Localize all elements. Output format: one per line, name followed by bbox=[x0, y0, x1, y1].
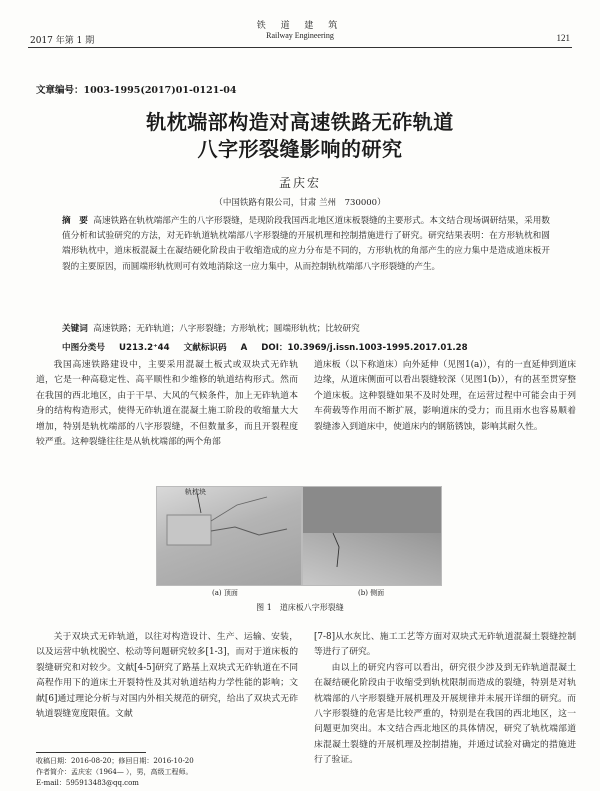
abstract-label: 摘 要 bbox=[62, 216, 88, 226]
sleeper-block-label: 轨枕块 bbox=[185, 488, 206, 496]
doc-code-value: A bbox=[240, 343, 248, 353]
figure-sublabel-b: (b) 侧面 bbox=[358, 589, 385, 597]
figure-photo-a-drawing bbox=[157, 487, 301, 585]
slab-side-face bbox=[303, 487, 441, 533]
body-left-paragraph: 关于双块式无砟轨道，以往对构造设计、生产、运输、安装，以及运营中轨枕脱空、松动等问题研究较多[1-3]，而对于道床板的裂缝研究和对较少。文献[4-5]研究了路基上双块式无砟轨道在不同高程作用下的道床土开裂特性及其对轨道结构力学性能的影响；文献[6]通过理论分析与对国内外相关规范的研究，给出了双块式无砟轨道裂缝宽度限值。文献 bbox=[36, 632, 298, 720]
author: 孟庆宏 bbox=[278, 176, 321, 190]
body-right-paragraph-2: 由以上的研究内容可以看出，研究很少涉及到无砟轨道混凝土在凝结硬化阶段由于收缩受到轨枕限制而造成的裂缝，特别是对轨枕端部的八字形裂缝开展机理及开展规律并未展开详细的研究。而八字形裂缝的危害是比较严重的，特别是在我国的西北地区，这一问题更加突出。本文结合西北地区的具体情况，研究了轨枕端部道床混凝土裂缝的开展机理及控制措施，并通过试验对确定的措施进行了验证。 bbox=[314, 662, 576, 766]
body-right-column bbox=[314, 630, 576, 769]
doc-code-label: 文献标识码 bbox=[183, 343, 227, 353]
keywords-text: 高速铁路；无砟轨道；八字形裂缝；方形轨枕；圆端形轨枕；比较研究 bbox=[93, 324, 360, 334]
footnote-rule bbox=[36, 752, 146, 753]
figure-sublabel-a: (a) 顶面 bbox=[212, 589, 238, 597]
journal-name: 铁 道 建 筑 bbox=[256, 21, 344, 31]
intro-left-paragraph: 我国高速铁路建设中，主要采用混凝土板式或双块式无砟轨道，它是一种高稳定性、高平顺性和少维修的轨道结构形式。然而在我国的西北地区，由于干旱、大风的气候条件，加上无砟轨道本身的结构构造形式，使得无砟轨道在混凝土施工阶段的收缩量大大增加，特别是轨枕端部的八字形裂缝，不但数量多，而且开裂程度较严重。这种裂缝往往是从轨枕端部的两个角部 bbox=[36, 360, 298, 448]
footnote-received: 收稿日期：2016-08-20；修回日期：2016-10-20 bbox=[36, 757, 194, 765]
sleeper-block-shape bbox=[167, 515, 211, 545]
issue-label: 2017 年第 1 期 bbox=[30, 36, 95, 46]
intro-right-column bbox=[314, 358, 576, 435]
page-number: 121 bbox=[556, 33, 570, 43]
keywords bbox=[62, 322, 550, 334]
figure-caption: 图 1 道床板八字形裂缝 bbox=[256, 603, 344, 612]
footnote-email: E-mail：595913483@qq.com bbox=[36, 779, 139, 787]
abstract-text: 高速铁路在轨枕端部产生的八字形裂缝，是现阶段我国西北地区道床板裂缝的主要形式。本文结合现场调研结果，采用数值分析和试验研究的方法，对无砟轨道轨枕端部八字形裂缝的开展机理和控制措施进行了研究。研究结果表明：在方形轨枕和圆端形轨枕中，道床板混凝土在凝结硬化阶段由于收缩造成的应力分布是不同的，方形轨枕的角部产生的应力集中是造成道床板开裂的主要原因，而圆端形轨枕则可有效地消除这一应力集中，从而控制轨枕端部八字形裂缝的产生。 bbox=[62, 216, 550, 272]
figure-photo-a bbox=[156, 486, 302, 586]
affiliation: （中国铁路有限公司，甘肃 兰州 730000） bbox=[214, 198, 386, 208]
doi: DOI：10.3969/j.issn.1003-1995.2017.01.28 bbox=[261, 343, 468, 353]
intro-right-paragraph: 道床板（以下称道床）向外延伸（见图1(a)），有的一直延伸到道床边缘，从道床侧面可以看出裂缝较深（见图1(b)），有的甚至贯穿整个道床板。这种裂缝如果不及时处理，在运营过程中可能会由于列车荷载等作用而不断扩展，影响道床的受力；而且雨水也容易顺着裂缝渗入到道床中，使道床内的钢筋锈蚀，影响其耐久性。 bbox=[314, 360, 576, 432]
header-rule bbox=[28, 47, 572, 48]
keywords-label: 关键词 bbox=[62, 324, 88, 334]
clc-value: U213.2⁺44 bbox=[118, 343, 170, 353]
intro-left-column bbox=[36, 358, 298, 450]
clc-label: 中图分类号 bbox=[62, 343, 105, 353]
body-right-paragraph-1: [7-8]从水灰比、施工工艺等方面对双块式无砟轨道混凝土裂缝控制等进行了研究。 bbox=[314, 632, 576, 658]
figure-photo-b bbox=[302, 486, 442, 586]
journal-name-en: Railway Engineering bbox=[266, 31, 334, 40]
footnote-author-bio: 作者简介：孟庆宏（1964— ），男，高级工程师。 bbox=[36, 768, 193, 776]
classification-line bbox=[62, 341, 572, 353]
crack-line-upper bbox=[211, 497, 267, 521]
abstract bbox=[62, 214, 550, 275]
side-crack-line bbox=[333, 533, 339, 567]
crack-line bbox=[211, 527, 287, 535]
body-left-column bbox=[36, 630, 298, 722]
title-line-2: 八字形裂缝影响的研究 bbox=[197, 137, 403, 161]
article-number: 文章编号：1003-1995(2017)01-0121-04 bbox=[36, 85, 237, 96]
title-line-1: 轨枕端部构造对高速铁路无砟轨道 bbox=[146, 110, 454, 134]
figure-photo-b-drawing bbox=[303, 487, 441, 585]
